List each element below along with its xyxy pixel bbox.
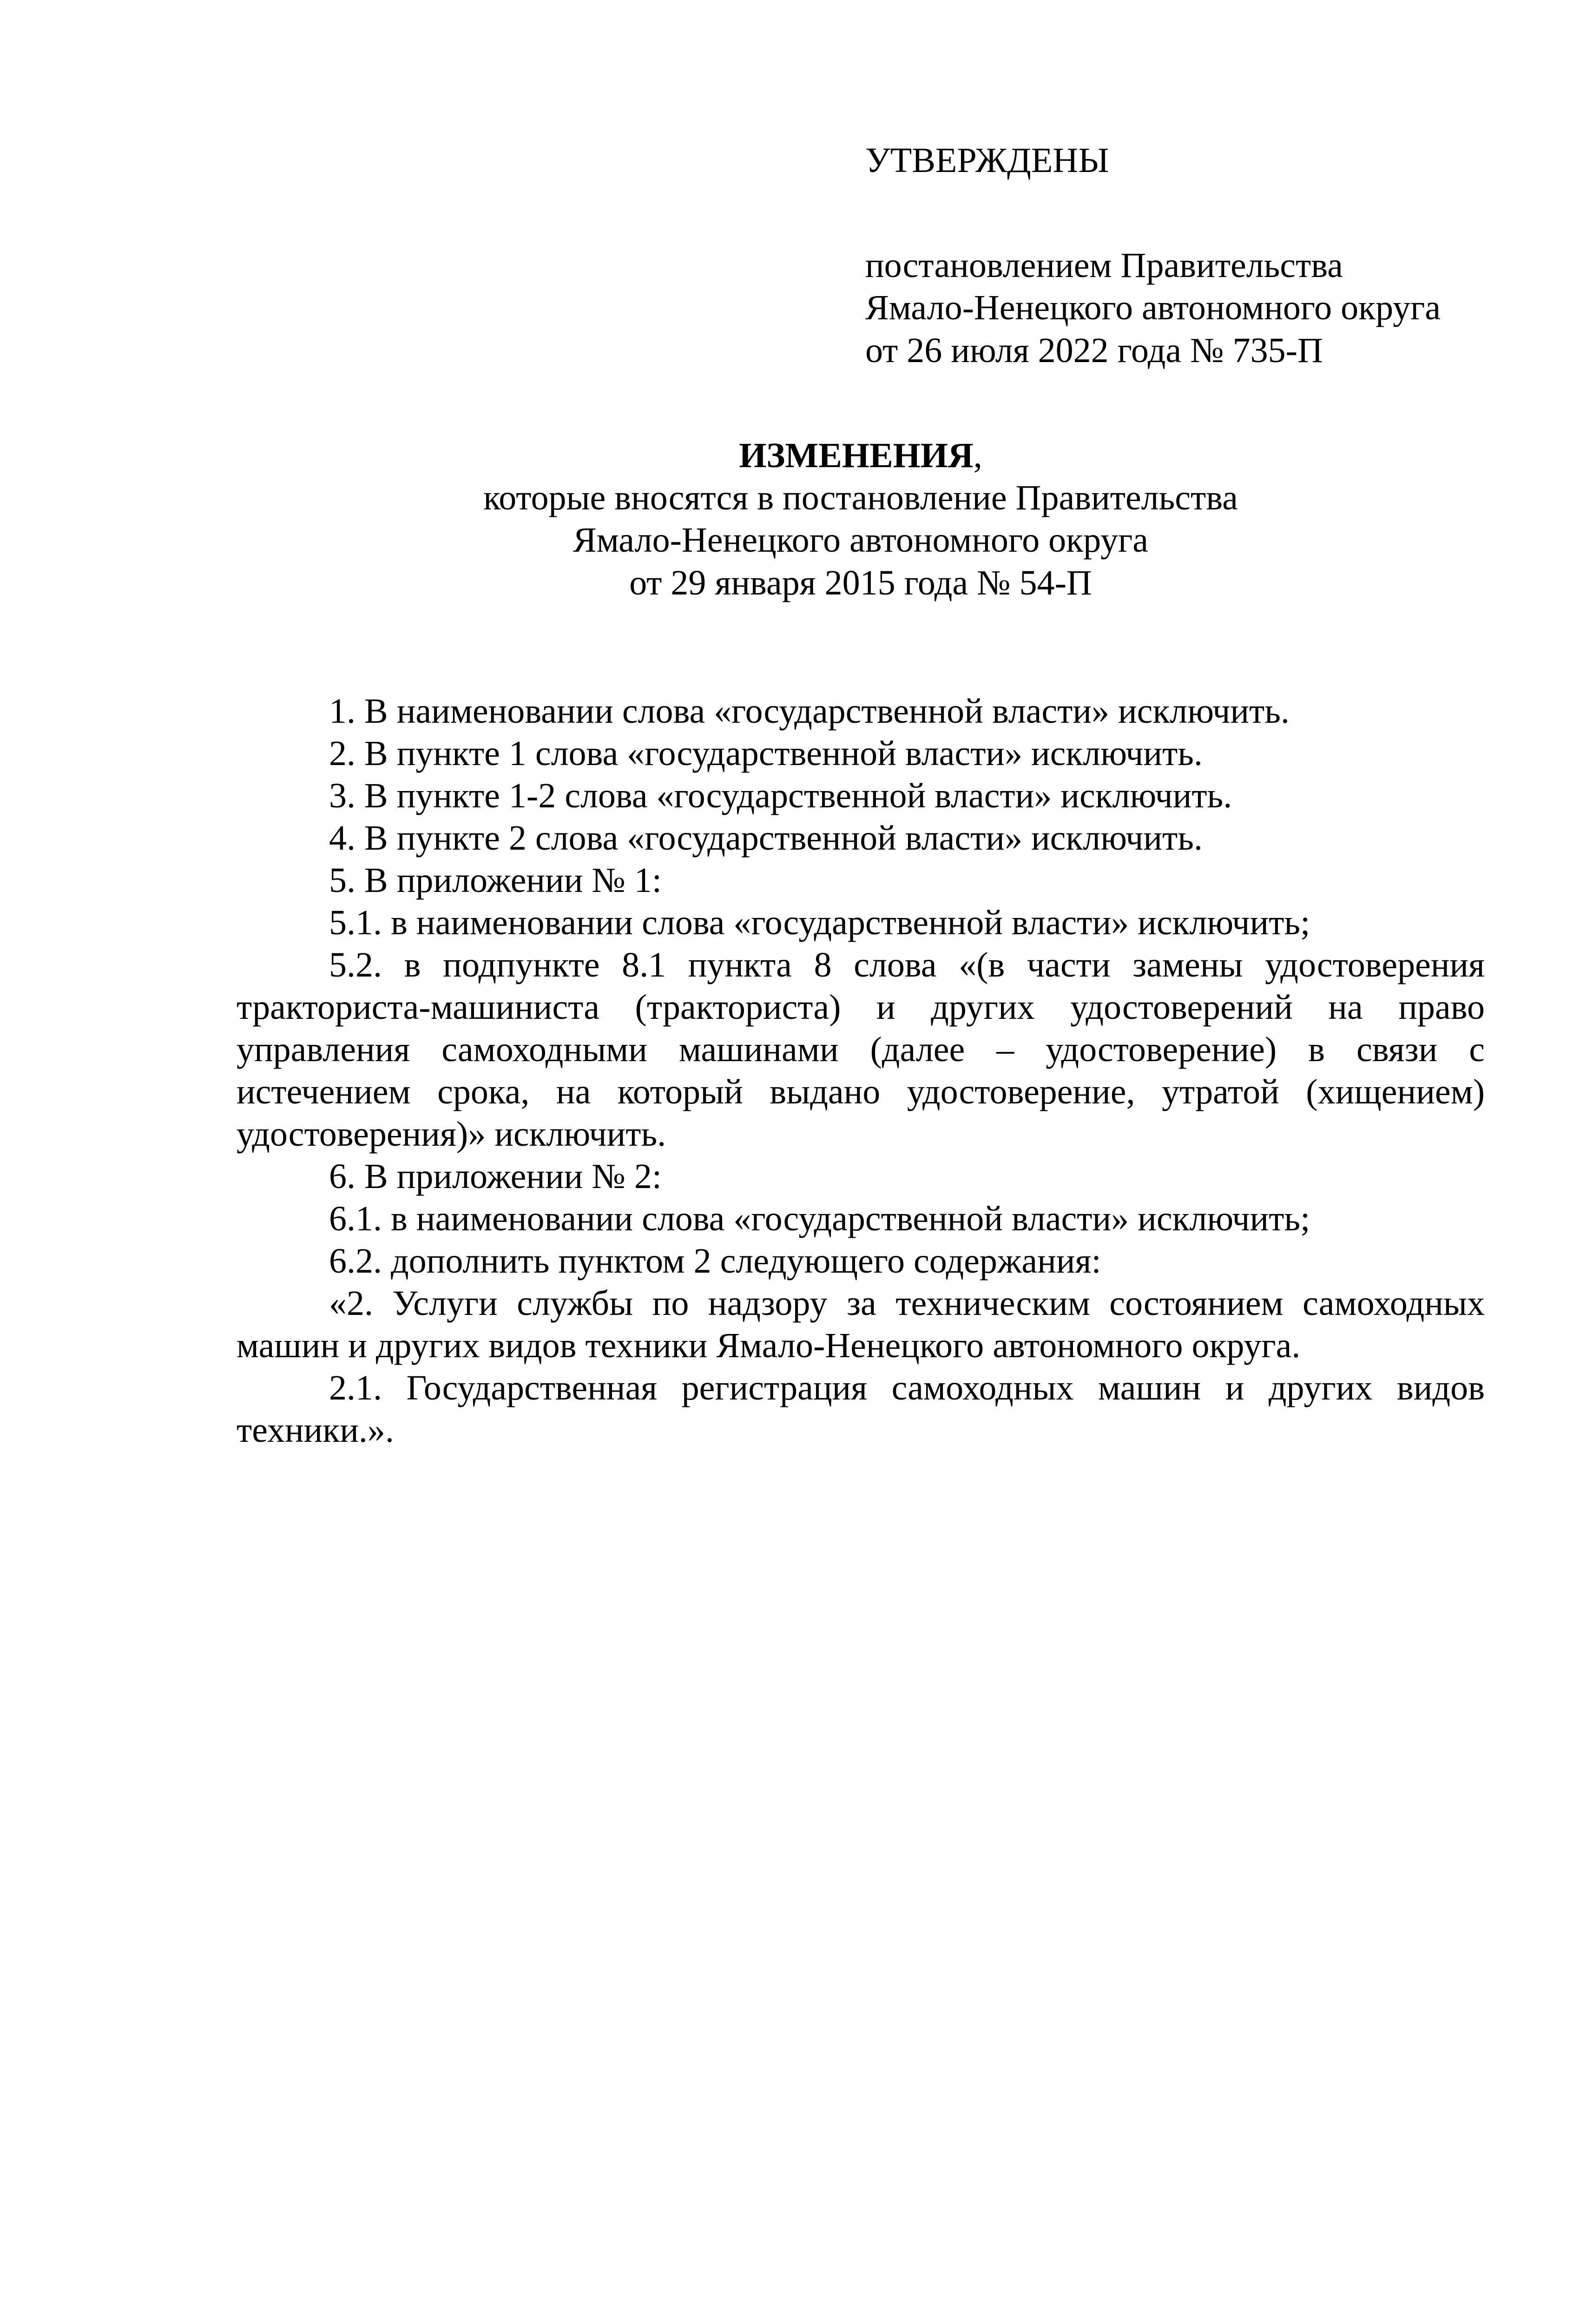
paragraph-3: 3. В пункте 1-2 слова «государственной власти» исключить.	[329, 776, 1232, 815]
title-heading: ИЗМЕНЕНИЯ	[739, 436, 974, 475]
paragraph-6: 6. В приложении № 2:	[329, 1157, 662, 1196]
approval-heading: УТВЕРЖДЕНЫ	[865, 141, 1109, 180]
paragraph-6-2: 6.2. дополнить пунктом 2 следующего содержания:	[329, 1241, 1101, 1281]
document-title-block	[237, 435, 1485, 604]
paragraph-insert-2-1: 2.1. Государственная регистрация самоходных машин и других видов техники.».	[237, 1368, 1485, 1450]
approval-line-3: от 26 июля 2022 года № 735-П	[865, 330, 1323, 370]
paragraph-1: 1. В наименовании слова «государственной власти» исключить.	[329, 692, 1290, 731]
title-line-1: которые вносятся в постановление Правительства	[483, 478, 1238, 518]
approval-block	[865, 139, 1544, 372]
paragraph-6-1: 6.1. в наименовании слова «государственной власти» исключить;	[329, 1199, 1310, 1238]
paragraph-2: 2. В пункте 1 слова «государственной власти» исключить.	[329, 734, 1203, 773]
paragraph-5-1: 5.1. в наименовании слова «государственной власти» исключить;	[329, 903, 1310, 942]
approval-line-2: Ямало-Ненецкого автономного округа	[865, 288, 1441, 328]
paragraph-4: 4. В пункте 2 слова «государственной власти» исключить.	[329, 819, 1203, 858]
paragraph-insert-2: «2. Услуги службы по надзору за техническим состоянием самоходных машин и других видов техники Ямало-Ненецкого автономного округа.	[237, 1284, 1485, 1365]
approval-line-1: постановлением Правительства	[865, 246, 1343, 285]
document-body	[237, 690, 1485, 1452]
paragraph-5-2: 5.2. в подпункте 8.1 пункта 8 слова «(в части замены удостоверения тракториста-машиниста (тракториста) и других удостоверений на право управления самоходными машинами (далее – удостоверение) в связи с истечением срока, на который выдано удостоверение, утратой (хищением) удостоверения)» исключить.	[237, 945, 1485, 1154]
title-heading-row	[237, 435, 1485, 477]
paragraph-5: 5. В приложении № 1:	[329, 861, 662, 900]
title-heading-comma: ,	[973, 436, 982, 475]
title-line-3: от 29 января 2015 года № 54-П	[629, 563, 1092, 602]
title-line-2: Ямало-Ненецкого автономного округа	[573, 521, 1148, 560]
